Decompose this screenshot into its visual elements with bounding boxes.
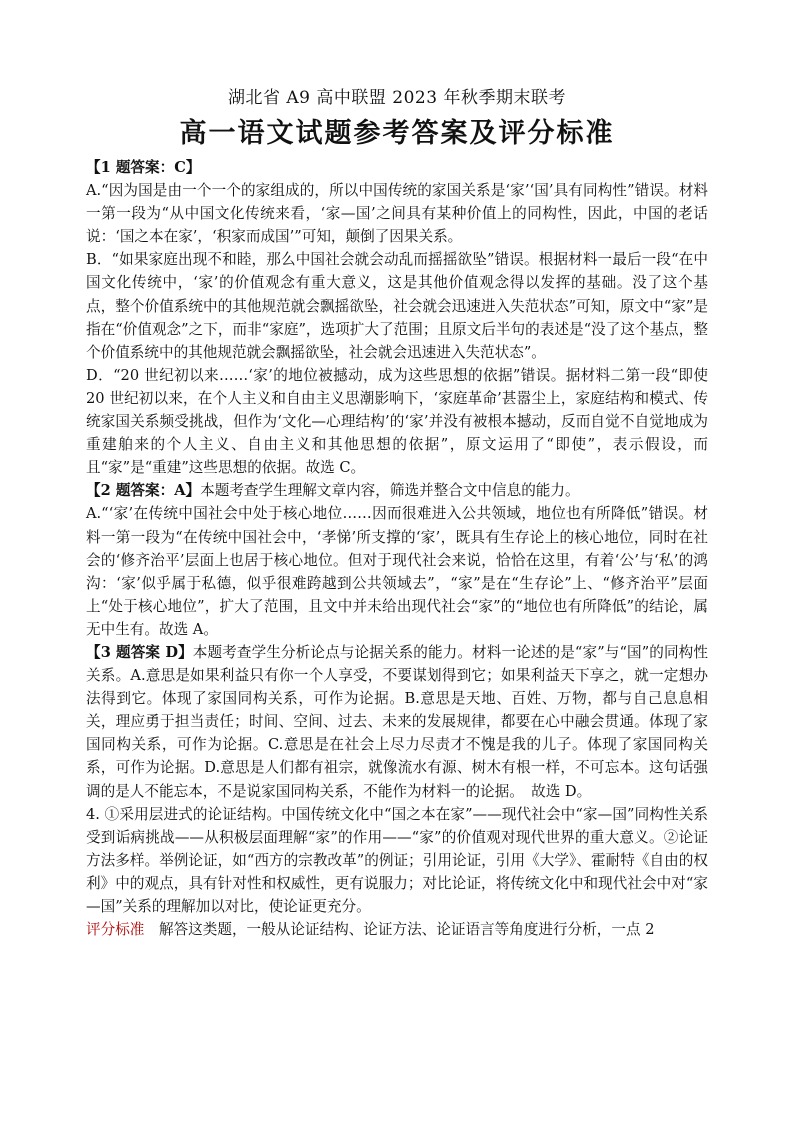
scoring-standard-label: 评分标准: [86, 921, 145, 939]
scoring-standard: [86, 918, 708, 941]
q1-answer-label: 【1 题答案：C】: [86, 159, 201, 176]
q1-option-d-explanation: D．“20 世纪初以来……‘家’的地位被撼动，成为这些思想的依据”错误。据材料二第一段“即使 20 世纪初以来，在个人主义和自由主义思潮影响下，‘家庭革命’甚嚣尘上，家庭结构和模式、传统家国关系频受挑战，但作为‘文化—心理结构’的‘家’并没有被根本撼动，反而自觉不自觉地成为重建舶来的个人主义、自由主义和其他思想的依据”，原文运用了“即使”，表示假设，而且“家”是“重建”这些思想的依据。故选 C。: [86, 366, 708, 477]
exam-subtitle: 湖北省 A9 高中联盟 2023 年秋季期末联考: [228, 88, 566, 108]
scoring-standard-text: 解答这类题，一般从论证结构、论证方法、论证语言等角度进行分析，一点 2: [144, 921, 655, 939]
q2-answer: [86, 479, 708, 502]
q2-answer-label: 【2 题答案：A】: [86, 482, 201, 500]
q4-answer: 4. ①采用层进式的论证结构。中国传统文化中“国之本在家”——现代社会中“家—国”同构性关系受到诟病挑战——从积极层面理解“家”的作用——“家”的价值观对现代世界的重大意义。②论证方法多样。举例论证，如“西方的宗教改革”的例证；引用论证，引用《大学》、霍耐特《自由的权利》中的观点，具有针对性和权威性，更有说服力；对比论证，将传统文化中和现代社会中对“家—国”关系的理解加以对比，使论证更充分。: [86, 805, 708, 915]
q1-answer: [86, 156, 708, 179]
q2-intro: 本题考查学生理解文章内容，筛选并整合文中信息的能力。: [200, 482, 580, 500]
q2-option-a-explanation: A.“‘家’在传统中国社会中处于核心地位……因而很难进入公共领域，地位也有所降低”错误。材料一第一段为“在传统中国社会中，‘孝悌’所支撑的‘家’，既具有生存论上的核心地位，同时在社会的‘修齐治平’层面上也居于核心地位。但对于现代社会来说，恰恰在这里，有着‘公’与‘私’的鸿沟：‘家’似乎属于私德，似乎很难跨越到公共领域去”，“家”是在“生存论”上、“修齐治平”层面上“处于核心地位”，扩大了范围，且文中并未给出现代社会“家”的“地位也有所降低”的结论，属无中生有。故选 A。: [86, 505, 708, 638]
q3-explanation: 本题考查学生分析论点与论据关系的能力。材料一论述的是“家”与“国”的同构性关系。A.意思是如果利益只有你一个人享受，不要谋划得到它；如果利益天下享之，就一定想办法得到它。体现了家国同构关系，可作为论据。B.意思是天地、百姓、万物，都与自己息息相关，理应勇于担当责任；时间、空间、过去、未来的发展规律，都要在心中融会贯通。体现了家国同构关系，可作为论据。C.意思是在社会上尽力尽责才不愧是我的儿子。体现了家国同构关系，可作为论据。D.意思是人们都有祖宗，就像流水有源、树木有根一样，不可忘本。这句话强调的是人不能忘本，不是说家国同构关系，不能作为材料一的论据。 故选 D。: [86, 643, 708, 800]
q1-option-b-explanation: B．“如果家庭出现不和睦，那么中国社会就会动乱而摇摇欲坠”错误。根据材料一最后一段“在中国文化传统中，‘家’的价值观念有重大意义，这是其他价值观念得以发挥的基础。没了这个基点，整个价值系统中的其他规范就会飘摇欲坠，社会就会迅速进入失范状态”可知，原文中“家”是指在“价值观念”之下，而非“家庭”，选项扩大了范围；且原文后半句的表述是“没了这个基点，整个价值系统中的其他规范就会飘摇欲坠，社会就会迅速进入失范状态”。: [86, 251, 708, 361]
q3-answer-label: 【3 题答案 D】: [86, 643, 193, 661]
q3-answer: [86, 641, 708, 803]
q1-option-a-explanation: A.“因为国是由一个一个的家组成的，所以中国传统的家国关系是‘家’‘国’具有同构性”错误。材料一第一段为“从中国文化传统来看，‘家—国’之间具有某种价值上的同构性，因此，中国的老话说：‘国之本在家’，‘积家而成国’”可知，颠倒了因果关系。: [86, 182, 708, 246]
page-title: 高一语文试题参考答案及评分标准: [179, 118, 615, 149]
